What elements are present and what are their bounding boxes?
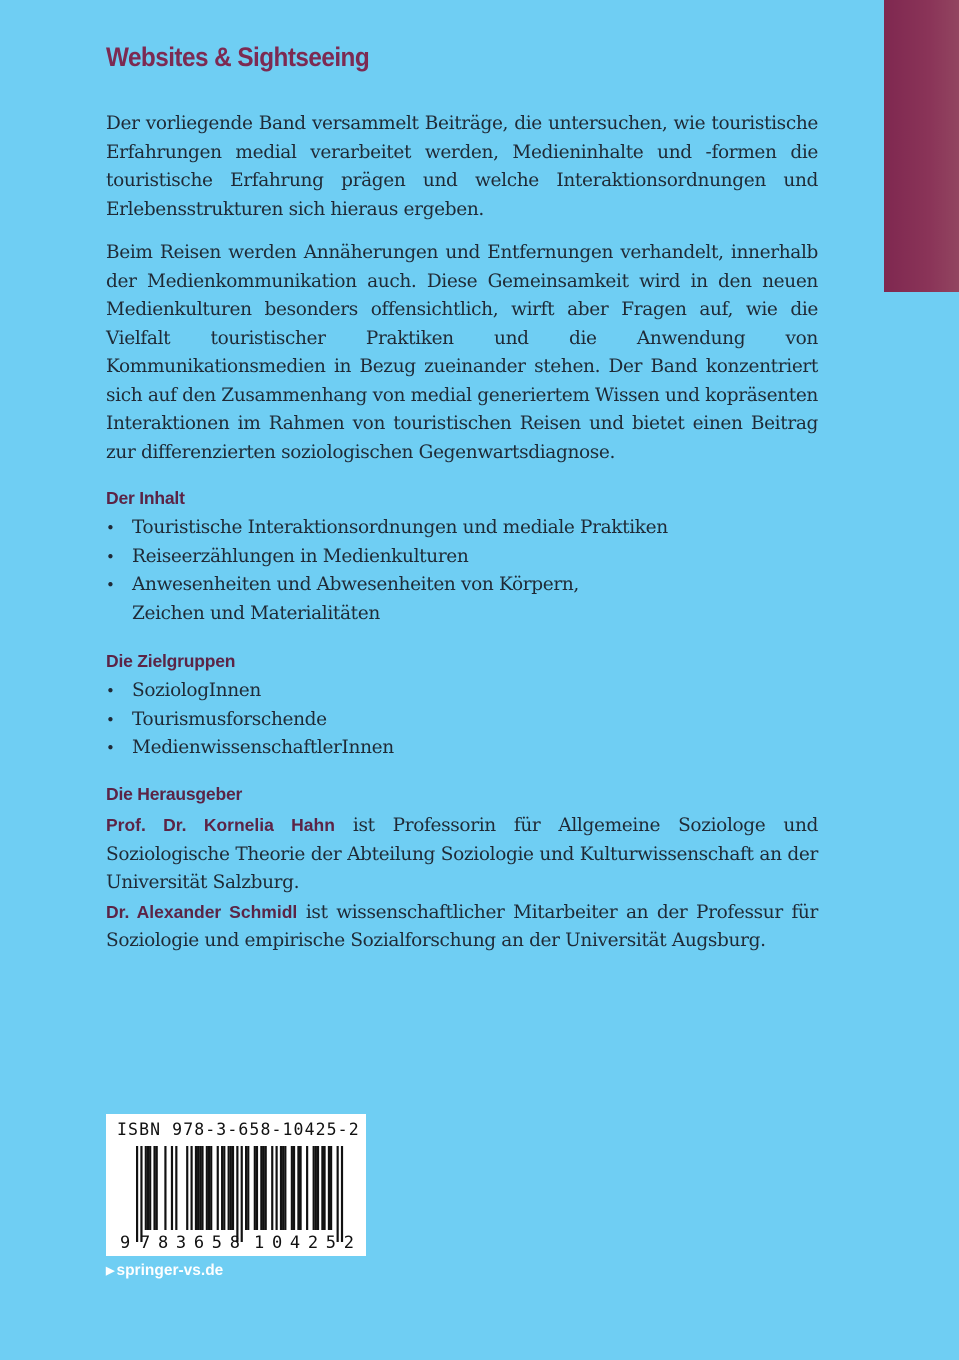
barcode-bar: [330, 1146, 332, 1230]
bullet-icon: •: [106, 739, 115, 757]
arrow-right-icon: ▶: [106, 1265, 115, 1277]
list-item: [106, 734, 806, 763]
list-item: [106, 706, 806, 735]
barcode-digits-left: 783658: [140, 1233, 240, 1253]
bullet-icon: •: [106, 682, 115, 700]
editor-name: Prof. Dr. Kornelia Hahn: [106, 815, 335, 835]
barcode-bar: [291, 1146, 293, 1230]
barcode-bar: [280, 1146, 282, 1230]
barcode-bar: [221, 1146, 223, 1230]
barcode-bar: [297, 1146, 299, 1230]
barcode-bar: [254, 1146, 256, 1230]
isbn-barcode-box: [106, 1114, 366, 1256]
section-heading-inhalt: Der Inhalt: [106, 488, 185, 508]
list-item-text: Touristische Interaktionsordnungen und mediale Praktiken: [132, 517, 668, 538]
barcode-bar: [323, 1146, 325, 1230]
barcode-bar: [149, 1146, 151, 1230]
barcode-bar: [260, 1146, 262, 1230]
list-item-text: Reiseerzählungen in Medienkulturen: [132, 545, 469, 567]
barcode-bar: [223, 1146, 225, 1230]
barcode-bar: [262, 1146, 264, 1230]
barcode-bar: [145, 1146, 147, 1230]
barcode-bar: [241, 1146, 243, 1242]
audience-list: [106, 677, 806, 763]
accent-bar: [884, 0, 959, 292]
barcode-bar: [306, 1146, 308, 1230]
barcode-bar: [337, 1146, 339, 1242]
barcode-bar: [195, 1146, 197, 1230]
website-link[interactable]: [106, 1262, 223, 1280]
barcode-bar: [217, 1146, 219, 1230]
barcode-bar: [186, 1146, 188, 1230]
section-heading-zielgruppen: Die Zielgruppen: [106, 651, 236, 671]
editor-bio: ist Professorin für Allgemeine Soziologe und Soziologische Theorie der Abteilung Soziologie und Kulturwissenschaft an der Universität Salzburg.: [106, 815, 818, 893]
barcode-bar: [300, 1146, 302, 1230]
barcode-bar: [293, 1146, 295, 1230]
barcode-bar: [136, 1146, 138, 1242]
list-item-text: Anwesenheiten und Abwesenheiten von Körpern, Zeichen und Materialitäten: [132, 574, 579, 624]
barcode-bar: [175, 1146, 177, 1230]
editors-block: [106, 811, 818, 956]
website-text: springer-vs.de: [116, 1262, 224, 1279]
book-title: Websites & Sightseeing: [106, 42, 370, 72]
barcode-bar: [282, 1146, 284, 1230]
barcode-bar: [271, 1146, 273, 1230]
barcode-bar: [317, 1146, 319, 1230]
barcode-bar: [228, 1146, 230, 1230]
barcode-bar: [232, 1146, 234, 1230]
barcode-bar: [321, 1146, 323, 1230]
description-paragraph: Beim Reisen werden Annäherungen und Entfernungen verhandelt, innerhalb der Medienkommunikation auch. Diese Gemeinsamkeit wird in den neuen Medienkulturen besonders offensichtlich, wirft aber Fragen auf, wie die Vielfalt touristischer Praktiken und die Anwendung von Kommunikationsmedien in Bezug zueinander stehen. Der Band konzentriert sich auf den Zusammenhang von medial generiertem Wissen und kopräsenten Interaktionen im Rahmen von touristischen Reisen und bietet einen Beitrag zur differenzierten soziologischen Gegenwartsdiagnose.: [106, 242, 818, 463]
barcode-bar: [201, 1146, 203, 1230]
bullet-icon: •: [106, 576, 115, 594]
list-item-text: Tourismusforschende: [132, 708, 327, 730]
isbn-label: ISBN 978-3-658-10425-2: [117, 1120, 360, 1139]
barcode-bar: [197, 1146, 199, 1230]
list-item: [106, 514, 806, 543]
list-item: [106, 677, 806, 706]
editor-name: Dr. Alexander Schmidl: [106, 901, 298, 922]
barcode-bar: [341, 1146, 343, 1242]
bullet-icon: •: [106, 547, 115, 566]
barcode-bar: [191, 1146, 193, 1230]
barcode-bar: [256, 1146, 258, 1230]
barcode-bar: [208, 1146, 210, 1230]
barcode-bar: [164, 1146, 166, 1230]
barcode-bar: [147, 1146, 149, 1230]
barcode-bar: [236, 1146, 238, 1242]
section-heading-herausgeber: Die Herausgeber: [106, 784, 243, 804]
bullet-icon: •: [106, 519, 115, 537]
barcode-icon: [106, 1114, 366, 1256]
barcode-bar: [265, 1146, 267, 1230]
content-list: [106, 514, 806, 628]
barcode-bar: [210, 1146, 212, 1230]
barcode-bar: [153, 1146, 155, 1230]
barcode-digit: 9: [120, 1233, 131, 1253]
barcode-bar: [328, 1146, 330, 1230]
barcode-digits-right: 104252: [254, 1233, 354, 1253]
barcode-bar: [140, 1146, 142, 1242]
barcode-bar: [245, 1146, 247, 1230]
barcode-bar: [315, 1146, 317, 1230]
barcode-bar: [247, 1146, 249, 1230]
barcode-bar: [171, 1146, 173, 1230]
barcode-bar: [230, 1146, 232, 1230]
barcode-bar: [199, 1146, 201, 1230]
list-item: [106, 571, 806, 628]
barcode-bar: [284, 1146, 286, 1230]
bullet-icon: •: [106, 710, 115, 729]
barcode-bar: [313, 1146, 315, 1230]
intro-paragraph: Der vorliegende Band versammelt Beiträge, die untersuchen, wie touristische Erfahrungen medial verarbeitet werden, Medieninhalte und -formen die touristische Erfahrung prägen und welche Interaktionsordnungen und Erlebensstrukturen sich hieraus ergeben.: [106, 113, 818, 220]
barcode-bar: [206, 1146, 208, 1230]
list-item-text: MedienwissenschaftlerInnen: [132, 737, 394, 758]
editor-bio: ist wissenschaftlicher Mitarbeiter an der Professur für Soziologie und empirische Sozialforschung an der Universität Augsburg.: [106, 901, 818, 951]
barcode-bar: [276, 1146, 278, 1230]
list-item: [106, 543, 806, 572]
list-item-text: SoziologInnen: [132, 680, 261, 701]
barcode-bar: [156, 1146, 158, 1230]
